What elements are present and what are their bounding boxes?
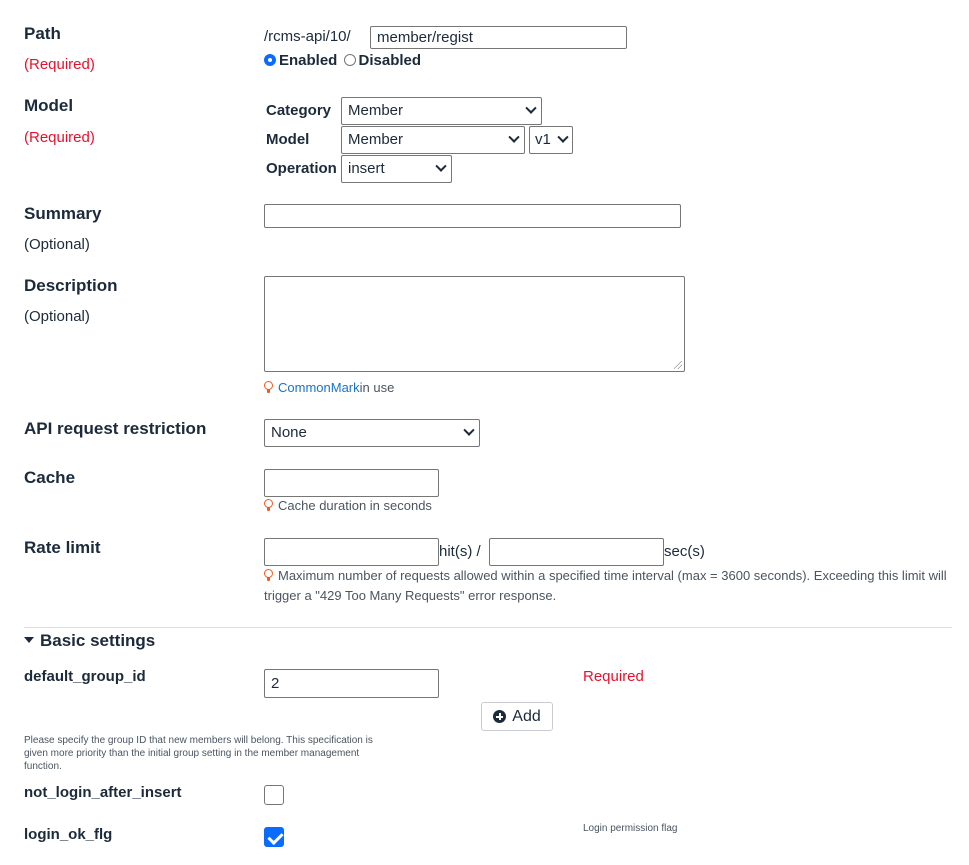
lightbulb-icon bbox=[264, 569, 273, 581]
chevron-down-icon bbox=[525, 103, 536, 114]
rate-limit-secs-unit: sec(s) bbox=[664, 543, 705, 560]
add-button[interactable]: Add bbox=[481, 702, 553, 731]
radio-unchecked-icon bbox=[344, 54, 356, 66]
path-input[interactable]: member/regist bbox=[370, 26, 627, 49]
operation-label: Operation bbox=[266, 160, 337, 177]
summary-input[interactable] bbox=[264, 204, 681, 228]
rate-limit-hits-unit: hit(s) / bbox=[439, 543, 481, 560]
login-ok-flg-checkbox[interactable] bbox=[264, 827, 284, 847]
model-required: (Required) bbox=[24, 129, 95, 146]
chevron-down-icon bbox=[463, 425, 474, 436]
category-label: Category bbox=[266, 102, 332, 119]
operation-select[interactable]: insert bbox=[341, 155, 452, 183]
radio-checked-icon bbox=[264, 54, 276, 66]
chevron-down-icon bbox=[508, 132, 519, 143]
path-disabled-radio[interactable]: Disabled bbox=[342, 52, 422, 69]
lightbulb-icon bbox=[264, 499, 273, 511]
description-textarea[interactable] bbox=[264, 276, 685, 372]
cache-hint: Cache duration in seconds bbox=[264, 496, 432, 516]
plus-circle-icon bbox=[493, 710, 506, 723]
version-select[interactable]: v1 bbox=[529, 126, 573, 154]
not-login-after-insert-checkbox[interactable] bbox=[264, 785, 284, 805]
chevron-down-icon bbox=[435, 161, 446, 172]
path-prefix: /rcms-api/10/ bbox=[264, 28, 351, 45]
model-label: Model bbox=[24, 96, 74, 115]
not-login-after-insert-label: not_login_after_insert bbox=[24, 784, 182, 801]
default-group-id-label: default_group_id bbox=[24, 668, 146, 685]
default-group-id-input[interactable]: 2 bbox=[264, 669, 439, 698]
path-status-group bbox=[264, 52, 421, 69]
default-group-id-description: Please specify the group ID that new members will belong. This specification is given more priority than the initial group setting in the member management function. bbox=[24, 735, 373, 772]
summary-label: Summary bbox=[24, 204, 102, 223]
rate-limit-hits-input[interactable] bbox=[264, 538, 439, 566]
cache-label: Cache bbox=[24, 468, 76, 487]
lightbulb-icon bbox=[264, 381, 273, 393]
chevron-down-icon bbox=[557, 132, 568, 143]
caret-down-icon bbox=[24, 637, 34, 643]
path-required: (Required) bbox=[24, 56, 95, 73]
category-select[interactable]: Member bbox=[341, 97, 542, 125]
section-divider bbox=[24, 627, 952, 628]
description-hint: CommonMarkin use bbox=[264, 378, 394, 398]
basic-settings-toggle[interactable]: Basic settings bbox=[24, 631, 155, 651]
rate-limit-label: Rate limit bbox=[24, 538, 101, 557]
path-enabled-radio[interactable]: Enabled bbox=[264, 52, 337, 69]
rate-limit-secs-input[interactable] bbox=[489, 538, 664, 566]
commonmark-link[interactable]: CommonMark bbox=[278, 380, 360, 395]
rate-limit-hint: Maximum number of requests allowed within a specified time interval (max = 3600 seconds). Exceeding this limit will trigger a "429 Too Many Requests" error response. bbox=[264, 568, 947, 603]
model-sublabel: Model bbox=[266, 131, 310, 148]
description-optional: (Optional) bbox=[24, 308, 90, 325]
login-ok-flg-description: Login permission flag bbox=[583, 823, 678, 834]
summary-optional: (Optional) bbox=[24, 236, 90, 253]
resize-grip-icon[interactable] bbox=[674, 361, 682, 369]
path-label: Path bbox=[24, 24, 61, 43]
model-select[interactable]: Member bbox=[341, 126, 525, 154]
default-group-id-required: Required bbox=[583, 668, 644, 685]
api-restriction-select[interactable]: None bbox=[264, 419, 480, 447]
api-restriction-label: API request restriction bbox=[24, 419, 207, 438]
cache-input[interactable] bbox=[264, 469, 439, 497]
description-label: Description bbox=[24, 276, 118, 295]
login-ok-flg-label: login_ok_flg bbox=[24, 826, 113, 843]
